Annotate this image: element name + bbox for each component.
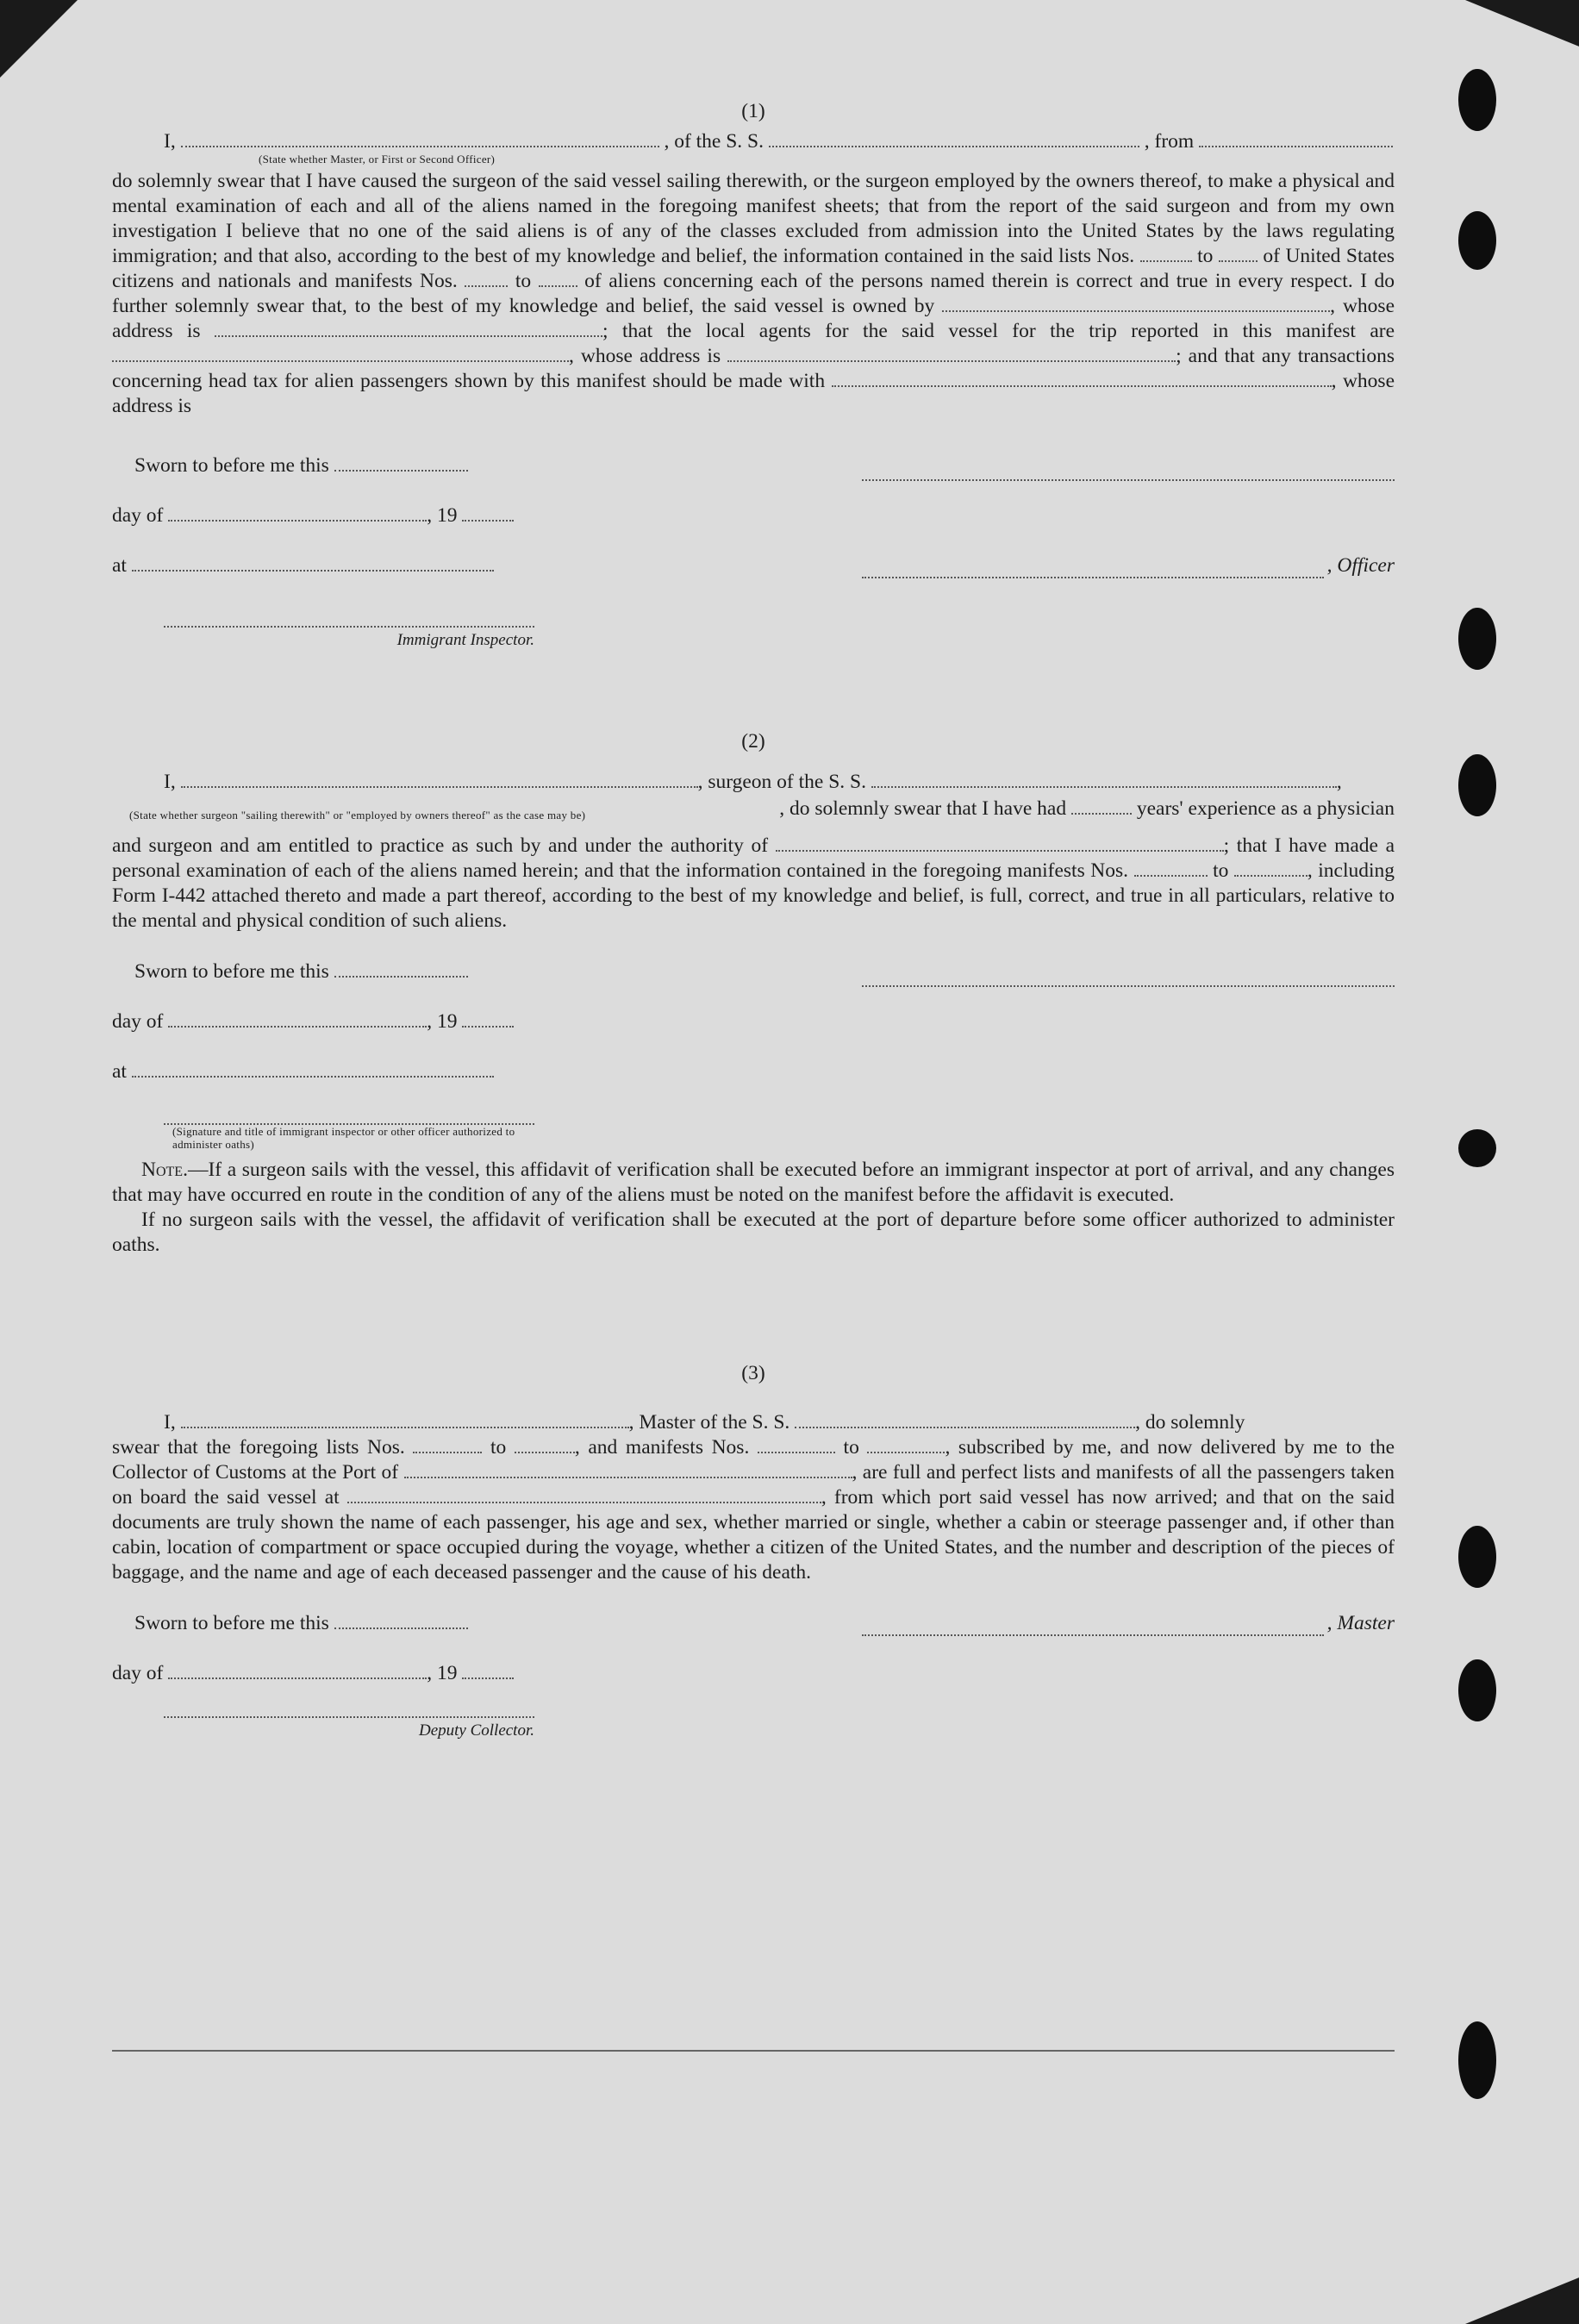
fill-line[interactable] bbox=[334, 458, 468, 472]
text: at bbox=[112, 554, 127, 577]
text: Sworn to before me this bbox=[134, 960, 329, 983]
text: delivered by me to the Collector of Customs at the Port of bbox=[112, 1436, 1395, 1484]
section-number: (1) bbox=[741, 100, 765, 122]
text: to bbox=[1213, 859, 1229, 882]
text: Sworn to before me this bbox=[134, 454, 329, 477]
fill-line[interactable] bbox=[181, 134, 659, 147]
paragraph: and surgeon and am entitled to practice as such by and under the authority of ; that I have made a personal examination of each of the aliens named herein; and that the information contained in the foregoing manifests Nos. to , including Form I-442 attached thereto and made a part thereof, according to the best of my knowledge and belief, is full, correct, and true in all particulars, relative to the mental and physical condition of such aliens. bbox=[112, 834, 1395, 932]
inspector-sig bbox=[164, 607, 534, 653]
section-number: (3) bbox=[741, 1362, 765, 1384]
text: do solemnly swear that I have caused the surgeon of the said vessel sailing therewith, or the surgeon employed by the owners thereof, to make a physical and mental examination of each and all of the aliens named in the foregoing manifest sheets; that from the report of the said surgeon and from my own investigation I believe that no one of the said aliens is of any of the classes excluded from admission into the United States by the laws regulating immigration; and that also, according to the best of my knowledge and belief, the information contained in the said lists Nos. bbox=[112, 170, 1395, 267]
text: , Master bbox=[1326, 1612, 1395, 1634]
fill-line[interactable] bbox=[515, 1440, 575, 1453]
fill-line[interactable] bbox=[832, 373, 1332, 387]
text: to bbox=[515, 270, 532, 292]
binder-hole bbox=[1458, 69, 1496, 131]
text: , whose address is bbox=[112, 370, 1395, 417]
fill-line[interactable] bbox=[1140, 248, 1192, 262]
fill-line[interactable] bbox=[942, 298, 1330, 312]
fill-line[interactable] bbox=[112, 348, 569, 362]
text: , 19 bbox=[427, 504, 458, 527]
section-2 bbox=[112, 729, 1395, 1258]
fill-line[interactable] bbox=[862, 565, 1324, 578]
fill-line[interactable] bbox=[168, 508, 427, 522]
signature-line[interactable] bbox=[862, 460, 1395, 481]
fill-line[interactable] bbox=[862, 1622, 1324, 1636]
text: to bbox=[490, 1436, 507, 1459]
text: day of bbox=[112, 504, 164, 527]
signature-line[interactable] bbox=[164, 1697, 534, 1718]
fill-line[interactable] bbox=[168, 1665, 427, 1679]
fill-line[interactable] bbox=[215, 323, 602, 337]
text: —If a surgeon sails with the vessel, this affidavit of verification shall be executed before an immigrant inspector at port of arrival, and any changes that may have occurred en route in the condition of any of the aliens must be noted on the manifest before the affidavit is executed. bbox=[112, 1159, 1395, 1206]
text: , whose address is bbox=[112, 295, 1395, 342]
fill-line[interactable] bbox=[539, 273, 577, 287]
binder-hole bbox=[1458, 2021, 1496, 2099]
binder-hole bbox=[1458, 1526, 1496, 1588]
caption: Immigrant Inspector. bbox=[396, 631, 534, 649]
fill-line[interactable] bbox=[404, 1465, 852, 1478]
officer-line bbox=[862, 553, 1395, 578]
fill-line[interactable] bbox=[1134, 863, 1208, 877]
text: at bbox=[112, 1060, 127, 1083]
binder-hole bbox=[1458, 1659, 1496, 1721]
deputy-sig bbox=[164, 1697, 534, 1743]
fill-line[interactable] bbox=[1199, 134, 1393, 147]
caption: Deputy Collector. bbox=[418, 1721, 534, 1740]
at-line bbox=[112, 553, 494, 578]
text: , Master of the S. S. bbox=[628, 1411, 790, 1434]
fill-line[interactable] bbox=[1219, 248, 1258, 262]
bottom-rule bbox=[112, 2050, 1395, 2052]
text: swear that the foregoing lists Nos. bbox=[112, 1436, 405, 1459]
fill-line[interactable] bbox=[334, 964, 468, 978]
fill-line[interactable] bbox=[168, 1014, 427, 1028]
text: day of bbox=[112, 1662, 164, 1684]
text: years' experience as a physician bbox=[1136, 797, 1395, 820]
section-3 bbox=[112, 1361, 1395, 1749]
caption: (State whether Master, or First or Second Officer) bbox=[259, 153, 496, 166]
fill-line[interactable] bbox=[758, 1440, 835, 1453]
note-label: Note. bbox=[141, 1159, 188, 1181]
fill-line[interactable] bbox=[1071, 801, 1132, 815]
text: I, bbox=[164, 1411, 176, 1434]
fill-line[interactable] bbox=[181, 774, 698, 788]
text: to bbox=[843, 1436, 859, 1459]
day-line bbox=[112, 1661, 514, 1686]
text: , from bbox=[1144, 130, 1195, 153]
text: , surgeon of the S. S. bbox=[697, 771, 866, 793]
binder-hole bbox=[1458, 754, 1496, 816]
text: that I have made a personal examination of each of the aliens named herein; and that the information contained in the foregoing manifests Nos. bbox=[112, 834, 1395, 882]
note-paragraph bbox=[112, 1158, 1395, 1208]
text: manifests of all the passengers taken on board the said vessel at bbox=[112, 1461, 1395, 1509]
binder-hole bbox=[1458, 211, 1496, 270]
text: Sworn to before me this bbox=[134, 1612, 329, 1634]
at-line bbox=[112, 1059, 494, 1084]
fill-line[interactable] bbox=[871, 774, 1337, 788]
signature-line[interactable] bbox=[862, 966, 1395, 987]
fill-line[interactable] bbox=[413, 1440, 482, 1453]
text: and surgeon and am entitled to practice as such by and under the authority of bbox=[112, 834, 769, 857]
text: , including Form I-442 attached thereto and made a part thereof, according to the best of my knowledge and belief, is full, correct, and true in all particulars, relative to the mental and physical condition of such aliens. bbox=[112, 859, 1395, 932]
fill-line[interactable] bbox=[132, 558, 494, 572]
text: of aliens concerning each of the persons named therein is correct and true in every respect. I do further solemnly swear that, to the best of my knowledge and belief, the said vessel is owned by bbox=[112, 270, 1395, 317]
text: , from which bbox=[821, 1486, 932, 1509]
text: , do solemnly swear that I have had bbox=[779, 797, 1067, 820]
text: to bbox=[1197, 245, 1214, 267]
signature-block bbox=[112, 453, 1395, 669]
fill-line[interactable] bbox=[334, 1615, 468, 1629]
signature-block bbox=[112, 1611, 1395, 1749]
text: port said vessel has now arrived; and that on the said documents are truly shown the name of each passenger, his age and sex, whether married or single, whether a cabin or steerage passenger and, if other than cabin, location of compartment or space occupied during the voyage, whether a citizen of the United States, and the number and description of the pieces of baggage, and the name and age of each deceased passenger and the cause of his death. bbox=[112, 1486, 1395, 1584]
day-line bbox=[112, 1009, 514, 1034]
paragraph: do solemnly swear that I have caused the surgeon of the said vessel sailing therewith, or the surgeon employed by the owners thereof, to make a physical and mental examination of each and all of the aliens named in the foregoing manifest sheets; that from the report of the said surgeon and from my own investigation I believe that no one of the said aliens is of any of the classes excluded from admission into the United States by the laws regulating immigration; and that also, according to the best of my knowledge and belief, the information contained in the said lists Nos. to of United States citizens and nationals and manifests Nos. to of aliens concerning each of the persons named therein is correct and true in every respect. I do further solemnly swear that, to the best of my knowledge and belief, the said vessel is owned by , whose address is ; that the local agents for the said vessel for the trip reported in this manifest are , whose address is ; and that any transactions concerning head tax for alien passengers shown by this manifest should be made with , whose address is bbox=[112, 170, 1395, 417]
sworn-line bbox=[134, 1611, 468, 1636]
binder-hole bbox=[1458, 1129, 1496, 1167]
sworn-line bbox=[134, 959, 468, 984]
text: whose address is bbox=[580, 345, 721, 367]
fill-line[interactable] bbox=[867, 1440, 945, 1453]
text: day of bbox=[112, 1010, 164, 1033]
day-line bbox=[112, 503, 514, 528]
master-line bbox=[862, 1611, 1395, 1636]
fill-line[interactable] bbox=[132, 1064, 494, 1078]
line bbox=[112, 797, 1395, 822]
caption: (Signature and title of immigrant inspector or other officer authorized to administer oaths) bbox=[172, 1125, 515, 1151]
fill-line[interactable] bbox=[727, 348, 1176, 362]
fill-line[interactable] bbox=[462, 1014, 514, 1028]
fill-line[interactable] bbox=[181, 1415, 629, 1428]
fill-line[interactable] bbox=[465, 273, 508, 287]
text: , 19 bbox=[427, 1662, 458, 1684]
signature-line[interactable] bbox=[164, 1104, 534, 1125]
text: , do solemnly bbox=[1135, 1411, 1245, 1434]
text: , subscribed by me, and now bbox=[945, 1436, 1193, 1459]
paragraph bbox=[112, 1435, 1395, 1585]
text: , and manifests Nos. bbox=[574, 1436, 750, 1459]
signature-line[interactable] bbox=[164, 607, 534, 628]
binder-hole bbox=[1458, 608, 1496, 670]
affidavit-content bbox=[112, 99, 1395, 1749]
text: that the local agents for the said vessel for the trip reported in this manifest are bbox=[621, 320, 1395, 342]
fill-line[interactable] bbox=[769, 134, 1139, 147]
text: , Officer bbox=[1326, 554, 1395, 577]
line: I, , surgeon of the S. S. , bbox=[164, 771, 1342, 793]
note-paragraph: If no surgeon sails with the vessel, the affidavit of verification shall be executed at the port of departure before some officer authorized to administer oaths. bbox=[112, 1209, 1395, 1256]
fill-line[interactable] bbox=[776, 838, 1224, 852]
text: of United States citizens and nationals and manifests Nos. bbox=[112, 245, 1395, 292]
text: I, bbox=[164, 130, 176, 153]
fill-line[interactable] bbox=[462, 1665, 514, 1679]
text: I, bbox=[164, 771, 176, 793]
signature-block bbox=[112, 959, 1395, 1158]
fill-line[interactable] bbox=[795, 1415, 1135, 1428]
inspector-sig bbox=[164, 1104, 534, 1151]
fill-line[interactable] bbox=[347, 1490, 821, 1503]
text: ; and that any transactions concerning head tax for alien passengers shown by this manifest should be made with bbox=[112, 345, 1395, 392]
section-1 bbox=[112, 99, 1395, 669]
section-number: (2) bbox=[741, 730, 765, 753]
text: , of the S. S. bbox=[664, 130, 765, 153]
sworn-line bbox=[134, 453, 468, 478]
text: , 19 bbox=[427, 1010, 458, 1033]
text: , are full and perfect lists and bbox=[852, 1461, 1091, 1484]
caption: (State whether surgeon "sailing therewith" or "employed by owners thereof" as the case may be) bbox=[129, 809, 586, 822]
line bbox=[112, 129, 1395, 154]
line bbox=[112, 1410, 1395, 1435]
fill-line[interactable] bbox=[1234, 863, 1308, 877]
fill-line[interactable] bbox=[462, 508, 514, 522]
